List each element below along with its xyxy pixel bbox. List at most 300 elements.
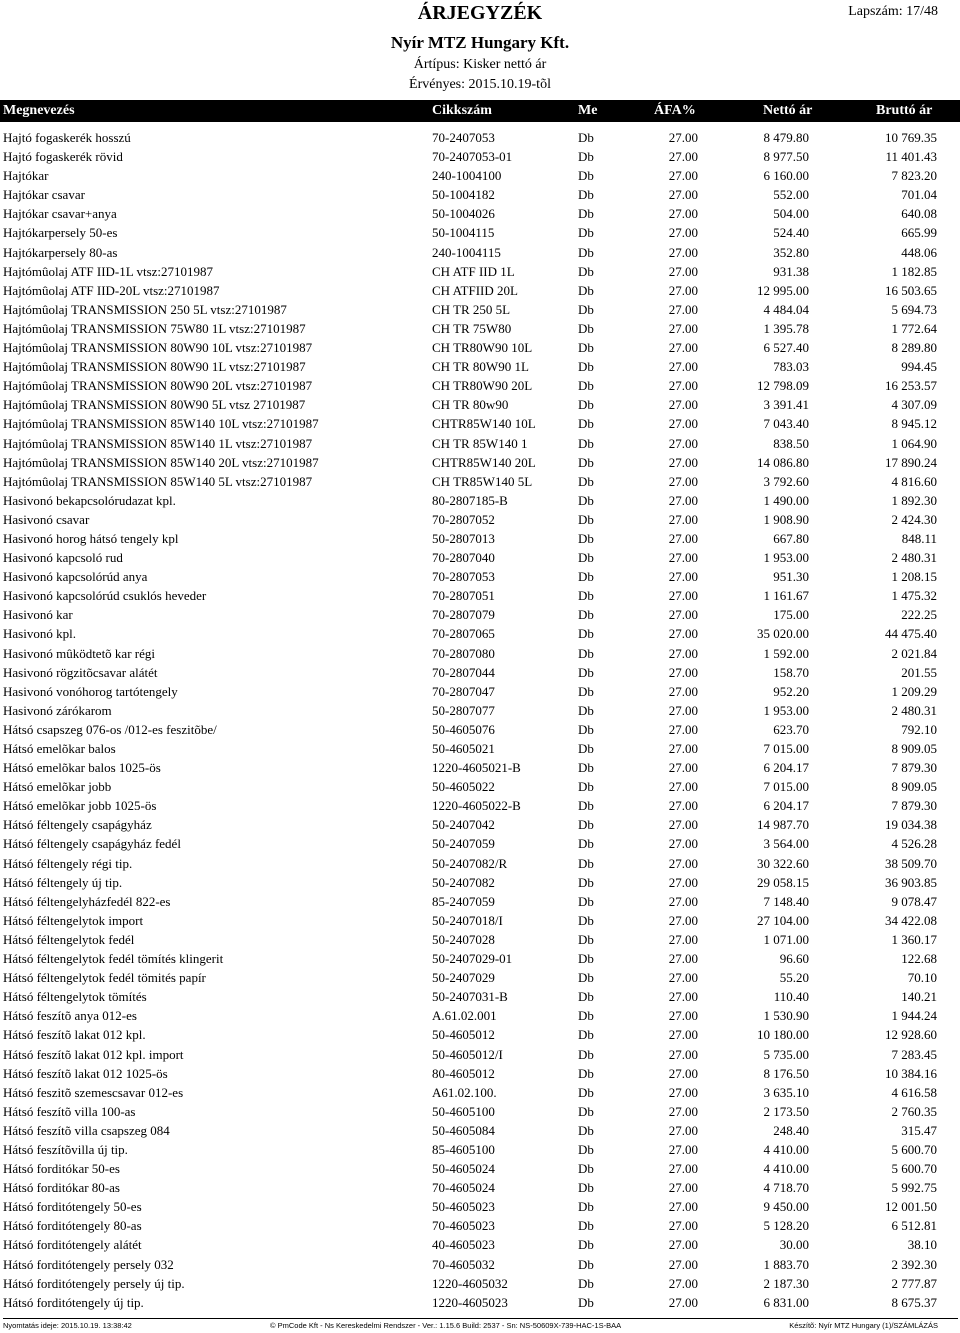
table-row [0, 472, 960, 491]
item-gross-price: 8 909.05 [891, 779, 937, 795]
item-code: 50-4605024 [432, 1161, 495, 1177]
item-name: Hasivonó csavar [3, 511, 90, 527]
item-vat: 27.00 [668, 378, 698, 394]
item-name: Hajtómûolaj TRANSMISSION 80W90 5L vtsz 27101987 [3, 397, 306, 413]
item-vat: 27.00 [668, 530, 698, 546]
item-net-price: 4 410.00 [763, 1141, 809, 1157]
table-row [0, 491, 960, 510]
item-gross-price: 5 600.70 [891, 1141, 937, 1157]
item-unit: Db [578, 760, 594, 776]
item-vat: 27.00 [668, 1294, 698, 1310]
table-row [0, 434, 960, 453]
item-name: Hajtómûolaj TRANSMISSION 85W140 20L vtsz:27101987 [3, 454, 319, 470]
item-name: Hátsó forditótengely új tip. [3, 1294, 144, 1310]
item-gross-price: 44 475.40 [885, 626, 937, 642]
item-name: Hátsó féltengelytok tömítés [3, 989, 147, 1005]
item-vat: 27.00 [668, 721, 698, 737]
item-code: 40-4605023 [432, 1237, 495, 1253]
table-row [0, 720, 960, 739]
table-row [0, 357, 960, 376]
item-gross-price: 994.45 [901, 359, 937, 375]
item-net-price: 10 180.00 [757, 1027, 809, 1043]
item-code: CH TR85W140 5L [432, 473, 533, 489]
table-row [0, 930, 960, 949]
item-vat: 27.00 [668, 836, 698, 852]
item-net-price: 951.30 [773, 569, 809, 585]
item-unit: Db [578, 225, 594, 241]
item-code: CH TR 80W90 1L [432, 359, 529, 375]
item-name: Hajtó fogaskerék rövid [3, 149, 123, 165]
item-name: Hajtókar [3, 168, 49, 184]
table-row [0, 1197, 960, 1216]
table-row [0, 892, 960, 911]
item-code: 1220-4605021-B [432, 760, 521, 776]
item-gross-price: 2 760.35 [891, 1103, 937, 1119]
item-gross-price: 8 675.37 [891, 1294, 937, 1310]
item-gross-price: 9 078.47 [891, 893, 937, 909]
item-code: 50-2407029 [432, 970, 495, 986]
item-unit: Db [578, 1294, 594, 1310]
item-unit: Db [578, 416, 594, 432]
item-net-price: 4 718.70 [763, 1180, 809, 1196]
item-vat: 27.00 [668, 855, 698, 871]
item-vat: 27.00 [668, 1275, 698, 1291]
item-gross-price: 10 769.35 [885, 130, 937, 145]
item-net-price: 96.60 [779, 951, 809, 967]
header-name: Megnevezés [3, 103, 75, 118]
item-gross-price: 2 777.87 [891, 1275, 937, 1291]
header-code: Cikkszám [432, 103, 492, 118]
item-net-price: 7 015.00 [763, 779, 809, 795]
item-vat: 27.00 [668, 1027, 698, 1043]
item-unit: Db [578, 187, 594, 203]
table-row [0, 796, 960, 815]
table-row [0, 682, 960, 701]
item-name: Hátsó féltengely csapágyház fedél [3, 836, 181, 852]
item-unit: Db [578, 702, 594, 718]
item-code: 80-4605012 [432, 1065, 495, 1081]
item-code: 50-2407082/R [432, 855, 508, 871]
item-vat: 27.00 [668, 1218, 698, 1234]
item-name: Hasivonó zárókarom [3, 702, 112, 718]
item-vat: 27.00 [668, 473, 698, 489]
item-net-price: 12 798.09 [757, 378, 809, 394]
item-vat: 27.00 [668, 1199, 698, 1215]
item-unit: Db [578, 1084, 594, 1100]
item-unit: Db [578, 206, 594, 222]
item-unit: Db [578, 588, 594, 604]
item-vat: 27.00 [668, 492, 698, 508]
item-code: 70-2407053-01 [432, 149, 513, 165]
item-gross-price: 2 480.31 [891, 702, 937, 718]
table-row [0, 243, 960, 262]
item-code: 70-2807052 [432, 511, 495, 527]
item-gross-price: 11 401.43 [885, 149, 937, 165]
item-code: CH ATFIID 20L [432, 282, 518, 298]
item-name: Hajtómûolaj TRANSMISSION 80W90 20L vtsz:27101987 [3, 378, 313, 394]
item-code: 50-1004115 [432, 225, 495, 241]
table-row [0, 529, 960, 548]
table-row [0, 701, 960, 720]
item-net-price: 6 160.00 [763, 168, 809, 184]
item-net-price: 504.00 [773, 206, 809, 222]
item-vat: 27.00 [668, 683, 698, 699]
item-net-price: 29 058.15 [757, 874, 809, 890]
item-vat: 27.00 [668, 1084, 698, 1100]
item-vat: 27.00 [668, 320, 698, 336]
item-gross-price: 38.10 [907, 1237, 937, 1253]
item-unit: Db [578, 1027, 594, 1043]
table-row [0, 376, 960, 395]
item-vat: 27.00 [668, 1046, 698, 1062]
item-name: Hátsó féltengely új tip. [3, 874, 123, 890]
item-gross-price: 17 890.24 [885, 454, 937, 470]
table-row [0, 777, 960, 796]
table-row [0, 414, 960, 433]
item-name: Hasivonó vonóhorog tartótengely [3, 683, 178, 699]
item-net-price: 1 490.00 [763, 492, 809, 508]
item-code: 50-4605012 [432, 1027, 495, 1043]
table-row [0, 548, 960, 567]
item-vat: 27.00 [668, 168, 698, 184]
item-gross-price: 1 182.85 [891, 263, 937, 279]
item-vat: 27.00 [668, 1237, 698, 1253]
item-name: Hasivonó kar [3, 607, 73, 623]
item-net-price: 3 391.41 [763, 397, 809, 413]
item-net-price: 6 527.40 [763, 340, 809, 356]
item-gross-price: 38 509.70 [885, 855, 937, 871]
item-vat: 27.00 [668, 645, 698, 661]
table-row [0, 854, 960, 873]
table-row [0, 1235, 960, 1254]
item-net-price: 1 592.00 [763, 645, 809, 661]
table-row [0, 586, 960, 605]
item-net-price: 7 015.00 [763, 741, 809, 756]
item-unit: Db [578, 378, 594, 394]
item-gross-price: 1 064.90 [891, 435, 937, 451]
item-name: Hátsó csapszeg 076-os /012-es feszitõbe/ [3, 721, 217, 737]
item-code: 1220-4605032 [432, 1275, 508, 1291]
item-gross-price: 4 526.28 [891, 836, 937, 852]
header-unit: Me [578, 103, 598, 118]
document-title: ÁRJEGYZÉK [417, 2, 543, 24]
table-row [0, 968, 960, 987]
item-unit: Db [578, 168, 594, 184]
item-name: Hátsó féltengelytok import [3, 912, 144, 928]
item-gross-price: 7 879.30 [891, 798, 937, 814]
table-row [0, 1216, 960, 1235]
item-vat: 27.00 [668, 779, 698, 795]
item-gross-price: 640.08 [901, 206, 937, 222]
table-row [0, 987, 960, 1006]
item-net-price: 4 484.04 [763, 301, 809, 317]
item-net-price: 952.20 [773, 683, 809, 699]
item-name: Hajtómûolaj ATF IID-1L vtsz:27101987 [3, 263, 214, 279]
item-gross-price: 665.99 [901, 225, 937, 241]
table-row [0, 911, 960, 930]
item-unit: Db [578, 1141, 594, 1157]
item-net-price: 14 987.70 [757, 817, 809, 833]
item-vat: 27.00 [668, 970, 698, 986]
item-vat: 27.00 [668, 702, 698, 718]
item-name: Hátsó féltengelytok fedél tömítés klingerit [3, 951, 224, 967]
item-unit: Db [578, 530, 594, 546]
item-code: 50-2407031-B [432, 989, 508, 1005]
item-gross-price: 1 360.17 [891, 931, 937, 947]
item-code: CH ATF IID 1L [432, 263, 515, 279]
header-gross: Bruttó ár [876, 103, 933, 118]
item-net-price: 12 995.00 [757, 282, 809, 298]
item-code: 240-1004115 [432, 244, 501, 260]
item-vat: 27.00 [668, 1122, 698, 1138]
item-gross-price: 16 503.65 [885, 282, 937, 298]
item-code: 70-2807065 [432, 626, 495, 642]
item-unit: Db [578, 664, 594, 680]
item-gross-price: 4 816.60 [891, 473, 937, 489]
item-gross-price: 315.47 [901, 1122, 937, 1138]
item-gross-price: 2 480.31 [891, 550, 937, 566]
table-row [0, 1102, 960, 1121]
validity-date: Érvényes: 2015.10.19-tõl [409, 77, 551, 92]
table-row [0, 262, 960, 281]
item-gross-price: 2 392.30 [891, 1256, 937, 1272]
item-unit: Db [578, 931, 594, 947]
item-vat: 27.00 [668, 626, 698, 642]
created-by: Készítõ: Nyír MTZ Hungary (1)/SZÁMLÁZÁS [789, 1321, 938, 1330]
item-code: 70-4605032 [432, 1256, 495, 1272]
item-name: Hátsó feszitõ szemescsavar 012-es [3, 1084, 184, 1100]
item-net-price: 352.80 [773, 244, 809, 260]
item-unit: Db [578, 836, 594, 852]
item-net-price: 248.40 [773, 1122, 809, 1138]
item-unit: Db [578, 626, 594, 642]
item-gross-price: 1 208.15 [891, 569, 937, 585]
item-unit: Db [578, 721, 594, 737]
item-gross-price: 1 209.29 [891, 683, 937, 699]
item-net-price: 931.38 [773, 263, 809, 279]
item-net-price: 1 883.70 [763, 1256, 809, 1272]
table-row [0, 873, 960, 892]
item-vat: 27.00 [668, 741, 698, 756]
table-row [0, 1045, 960, 1064]
item-name: Hajtó fogaskerék hosszú [3, 130, 131, 145]
item-vat: 27.00 [668, 130, 698, 145]
item-code: CH TR80W90 10L [432, 340, 533, 356]
item-gross-price: 6 512.81 [891, 1218, 937, 1234]
header-net: Nettó ár [763, 103, 813, 118]
item-gross-price: 7 283.45 [891, 1046, 937, 1062]
item-code: A61.02.100. [432, 1084, 497, 1100]
item-unit: Db [578, 340, 594, 356]
table-row [0, 1178, 960, 1197]
item-name: Hátsó féltengelyházfedél 822-es [3, 893, 171, 909]
item-unit: Db [578, 741, 594, 756]
item-gross-price: 70.10 [907, 970, 937, 986]
table-row [0, 1083, 960, 1102]
item-name: Hajtómûolaj ATF IID-20L vtsz:27101987 [3, 282, 220, 298]
item-code: 1220-4605023 [432, 1294, 508, 1310]
item-unit: Db [578, 397, 594, 413]
item-vat: 27.00 [668, 607, 698, 623]
item-gross-price: 36 903.85 [885, 874, 937, 890]
table-row [0, 949, 960, 968]
item-gross-price: 222.25 [901, 607, 937, 623]
item-name: Hátsó emelõkar jobb [3, 779, 112, 795]
item-name: Hátsó féltengely régi tip. [3, 855, 133, 871]
item-net-price: 35 020.00 [757, 626, 809, 642]
item-gross-price: 2 424.30 [891, 511, 937, 527]
table-row [0, 204, 960, 223]
item-code: 80-2807185-B [432, 492, 508, 508]
item-gross-price: 19 034.38 [885, 817, 937, 833]
table-row [0, 300, 960, 319]
item-vat: 27.00 [668, 149, 698, 165]
item-unit: Db [578, 874, 594, 890]
item-name: Hátsó feszítõvilla új tip. [3, 1141, 128, 1157]
item-net-price: 8 977.50 [763, 149, 809, 165]
item-gross-price: 701.04 [901, 187, 937, 203]
table-row [0, 281, 960, 300]
item-name: Hátsó forditótengely persely 032 [3, 1256, 174, 1272]
item-name: Hátsó forditótengely persely új tip. [3, 1275, 185, 1291]
item-name: Hasivonó kpl. [3, 626, 76, 642]
price-table [0, 128, 960, 1312]
item-gross-price: 8 289.80 [891, 340, 937, 356]
item-unit: Db [578, 798, 594, 814]
item-code: 50-1004026 [432, 206, 495, 222]
item-name: Hasivonó kapcsolórúd anya [3, 569, 148, 585]
item-name: Hátsó forditókar 50-es [3, 1161, 120, 1177]
item-net-price: 27 104.00 [757, 912, 809, 928]
table-row [0, 1064, 960, 1083]
item-vat: 27.00 [668, 588, 698, 604]
item-gross-price: 7 879.30 [891, 760, 937, 776]
item-gross-price: 12 928.60 [885, 1027, 937, 1043]
item-unit: Db [578, 683, 594, 699]
item-name: Hajtómûolaj TRANSMISSION 75W80 1L vtsz:27101987 [3, 320, 306, 336]
software-info: © PmCode Kft - Ns Kereskedelmi Rendszer - Ver.: 1.15.6 Build: 2537 - Sn: NS-50609X-739-HAC-1S-BAA [270, 1321, 622, 1330]
item-code: A.61.02.001 [432, 1008, 497, 1024]
page-number: Lapszám: 17/48 [848, 4, 938, 19]
item-vat: 27.00 [668, 951, 698, 967]
item-code: 85-2407059 [432, 893, 495, 909]
item-unit: Db [578, 951, 594, 967]
item-net-price: 7 148.40 [763, 893, 809, 909]
item-vat: 27.00 [668, 989, 698, 1005]
item-net-price: 3 792.60 [763, 473, 809, 489]
item-name: Hasivonó kapcsolórúd csuklós heveder [3, 588, 207, 604]
item-vat: 27.00 [668, 301, 698, 317]
item-net-price: 7 043.40 [763, 416, 809, 432]
item-code: 50-2807013 [432, 530, 495, 546]
table-row [0, 1293, 960, 1312]
item-name: Hajtókar csavar [3, 187, 85, 203]
item-code: 70-4605023 [432, 1218, 495, 1234]
item-net-price: 6 204.17 [763, 760, 809, 776]
item-vat: 27.00 [668, 1180, 698, 1196]
item-name: Hajtókarpersely 50-es [3, 225, 118, 241]
item-name: Hajtómûolaj TRANSMISSION 85W140 5L vtsz:27101987 [3, 473, 313, 489]
item-gross-price: 16 253.57 [885, 378, 937, 394]
item-unit: Db [578, 817, 594, 833]
item-net-price: 1 953.00 [763, 550, 809, 566]
item-code: 85-4605100 [432, 1141, 495, 1157]
table-row [0, 1255, 960, 1274]
item-code: 70-2807053 [432, 569, 495, 585]
item-name: Hátsó emelõkar balos [3, 741, 116, 756]
table-row [0, 166, 960, 185]
item-unit: Db [578, 511, 594, 527]
item-code: 70-2807079 [432, 607, 495, 623]
item-code: 70-2807080 [432, 645, 495, 661]
item-unit: Db [578, 359, 594, 375]
table-row [0, 510, 960, 529]
item-name: Hátsó forditótengely 80-as [3, 1218, 142, 1234]
item-net-price: 1 953.00 [763, 702, 809, 718]
item-unit: Db [578, 607, 594, 623]
item-gross-price: 34 422.08 [885, 912, 937, 928]
item-name: Hasivonó mûködtetõ kar régi [3, 645, 155, 661]
price-type: Ártípus: Kisker nettó ár [413, 57, 547, 72]
item-code: 50-2407042 [432, 817, 495, 833]
item-vat: 27.00 [668, 874, 698, 890]
item-unit: Db [578, 1103, 594, 1119]
item-net-price: 8 176.50 [763, 1065, 809, 1081]
item-vat: 27.00 [668, 435, 698, 451]
item-name: Hátsó féltengely csapágyház [3, 817, 152, 833]
item-name: Hátsó féltengelytok fedél [3, 931, 135, 947]
item-code: 50-4605022 [432, 779, 495, 795]
item-net-price: 3 635.10 [763, 1084, 809, 1100]
item-name: Hátsó feszítõ villa csapszeg 084 [3, 1122, 170, 1138]
item-code: CH TR 80w90 [432, 397, 509, 413]
item-vat: 27.00 [668, 206, 698, 222]
item-name: Hátsó emelõkar jobb 1025-ös [3, 798, 157, 814]
item-gross-price: 5 992.75 [891, 1180, 937, 1196]
item-net-price: 1 395.78 [763, 320, 809, 336]
item-code: 50-2407028 [432, 931, 495, 947]
item-vat: 27.00 [668, 263, 698, 279]
item-vat: 27.00 [668, 511, 698, 527]
item-gross-price: 4 616.58 [891, 1084, 937, 1100]
item-code: 50-4605076 [432, 721, 495, 737]
item-unit: Db [578, 550, 594, 566]
table-row [0, 128, 960, 147]
item-gross-price: 1 475.32 [891, 588, 937, 604]
item-code: 50-4605012/I [432, 1046, 503, 1062]
item-unit: Db [578, 645, 594, 661]
item-name: Hátsó forditókar 80-as [3, 1180, 120, 1196]
item-code: CHTR85W140 20L [432, 454, 536, 470]
item-net-price: 6 204.17 [763, 798, 809, 814]
item-unit: Db [578, 855, 594, 871]
footer-divider [3, 1318, 958, 1319]
item-vat: 27.00 [668, 912, 698, 928]
item-net-price: 3 564.00 [763, 836, 809, 852]
item-code: 50-4605084 [432, 1122, 495, 1138]
item-net-price: 783.03 [773, 359, 809, 375]
item-gross-price: 448.06 [901, 244, 937, 260]
item-vat: 27.00 [668, 1141, 698, 1157]
item-vat: 27.00 [668, 225, 698, 241]
item-unit: Db [578, 970, 594, 986]
item-name: Hajtókar csavar+anya [3, 206, 117, 222]
item-unit: Db [578, 454, 594, 470]
item-code: CH TR 85W140 1 [432, 435, 528, 451]
item-unit: Db [578, 1256, 594, 1272]
item-unit: Db [578, 1218, 594, 1234]
item-name: Hátsó feszítõ villa 100-as [3, 1103, 136, 1119]
